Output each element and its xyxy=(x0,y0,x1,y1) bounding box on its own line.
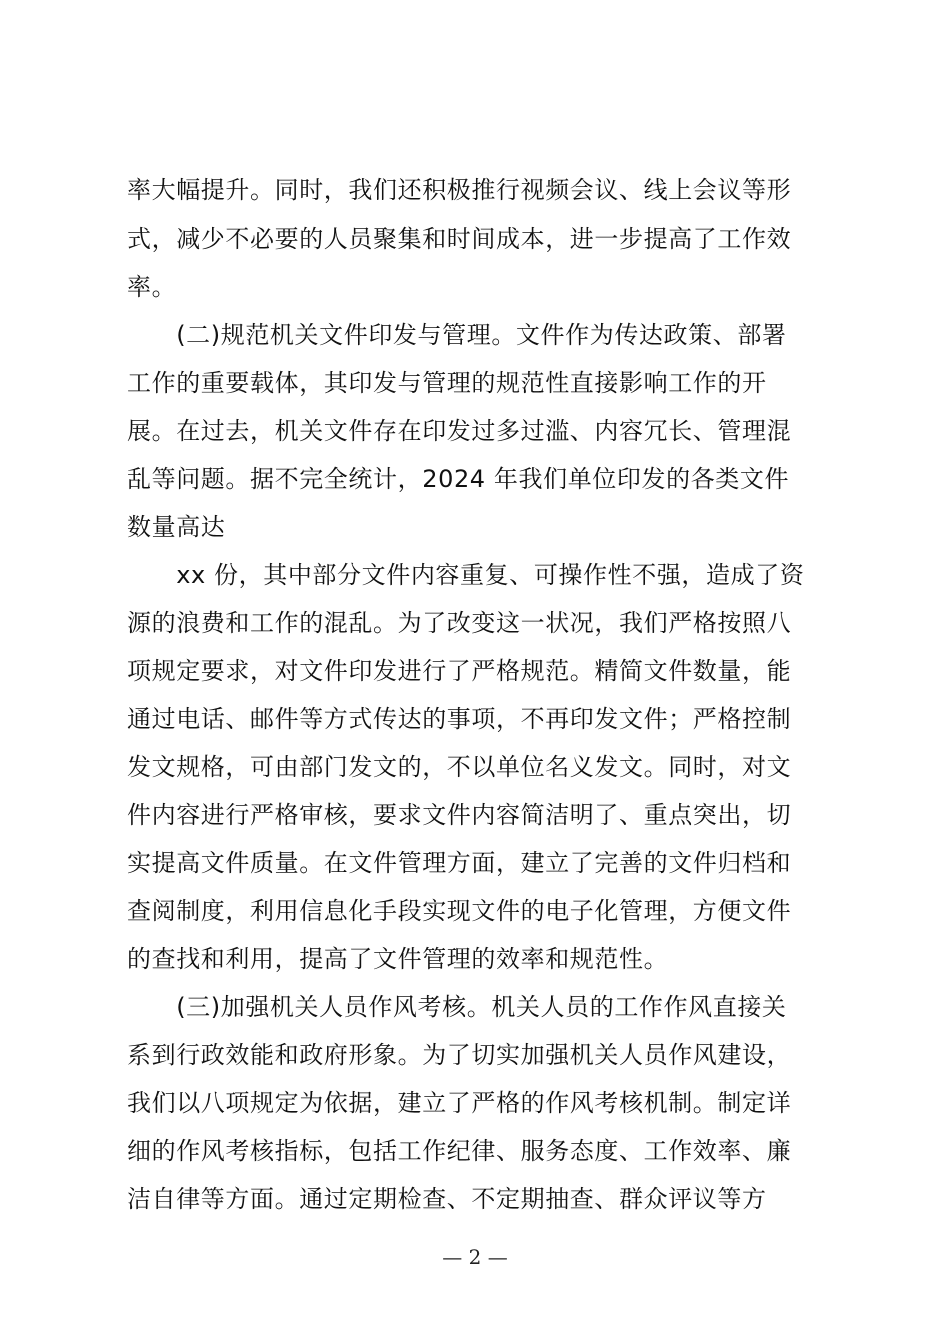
text-line: 率大幅提升。同时，我们还积极推行视频会议、线上会议等形 xyxy=(127,176,792,204)
text-line: 工作的重要载体，其印发与管理的规范性直接影响工作的开 xyxy=(127,369,767,397)
text-line: 展。在过去，机关文件存在印发过多过滥、内容冗长、管理混 xyxy=(127,417,792,445)
text-line: 源的浪费和工作的混乱。为了改变这一状况，我们严格按照八 xyxy=(127,609,792,637)
page-number: — 2 — xyxy=(442,1245,508,1269)
text-line: 查阅制度，利用信息化手段实现文件的电子化管理，方便文件 xyxy=(127,897,792,925)
text-line: 式，减少不必要的人员聚集和时间成本，进一步提高了工作效 xyxy=(127,225,792,253)
text-line: 件内容进行严格审核，要求文件内容简洁明了、重点突出，切 xyxy=(127,801,792,829)
text-line: xx 份，其中部分文件内容重复、可操作性不强，造成了资 xyxy=(127,561,805,589)
text-line: 数量高达 xyxy=(127,513,226,541)
text-line: 发文规格，可由部门发文的，不以单位名义发文。同时，对文 xyxy=(127,753,792,781)
text-line: 项规定要求，对文件印发进行了严格规范。精简文件数量，能 xyxy=(127,657,792,685)
text-line: 细的作风考核指标，包括工作纪律、服务态度、工作效率、廉 xyxy=(127,1137,792,1165)
text-line: 实提高文件质量。在文件管理方面，建立了完善的文件归档和 xyxy=(127,849,792,877)
text-line: 系到行政效能和政府形象。为了切实加强机关人员作风建设， xyxy=(127,1041,792,1069)
text-line: 洁自律等方面。通过定期检查、不定期抽查、群众评议等方 xyxy=(127,1185,767,1213)
section-heading-line: (二)规范机关文件印发与管理。文件作为传达政策、部署 xyxy=(127,321,787,349)
text-line: 率。 xyxy=(127,273,177,301)
text-line: 的查找和利用，提高了文件管理的效率和规范性。 xyxy=(127,945,669,973)
text-line: 乱等问题。据不完全统计，2024 年我们单位印发的各类文件 xyxy=(127,465,790,493)
section-heading-line: (三)加强机关人员作风考核。机关人员的工作作风直接关 xyxy=(127,993,787,1021)
text-line: 通过电话、邮件等方式传达的事项，不再印发文件；严格控制 xyxy=(127,705,792,733)
text-line: 我们以八项规定为依据，建立了严格的作风考核机制。制定详 xyxy=(127,1089,792,1117)
